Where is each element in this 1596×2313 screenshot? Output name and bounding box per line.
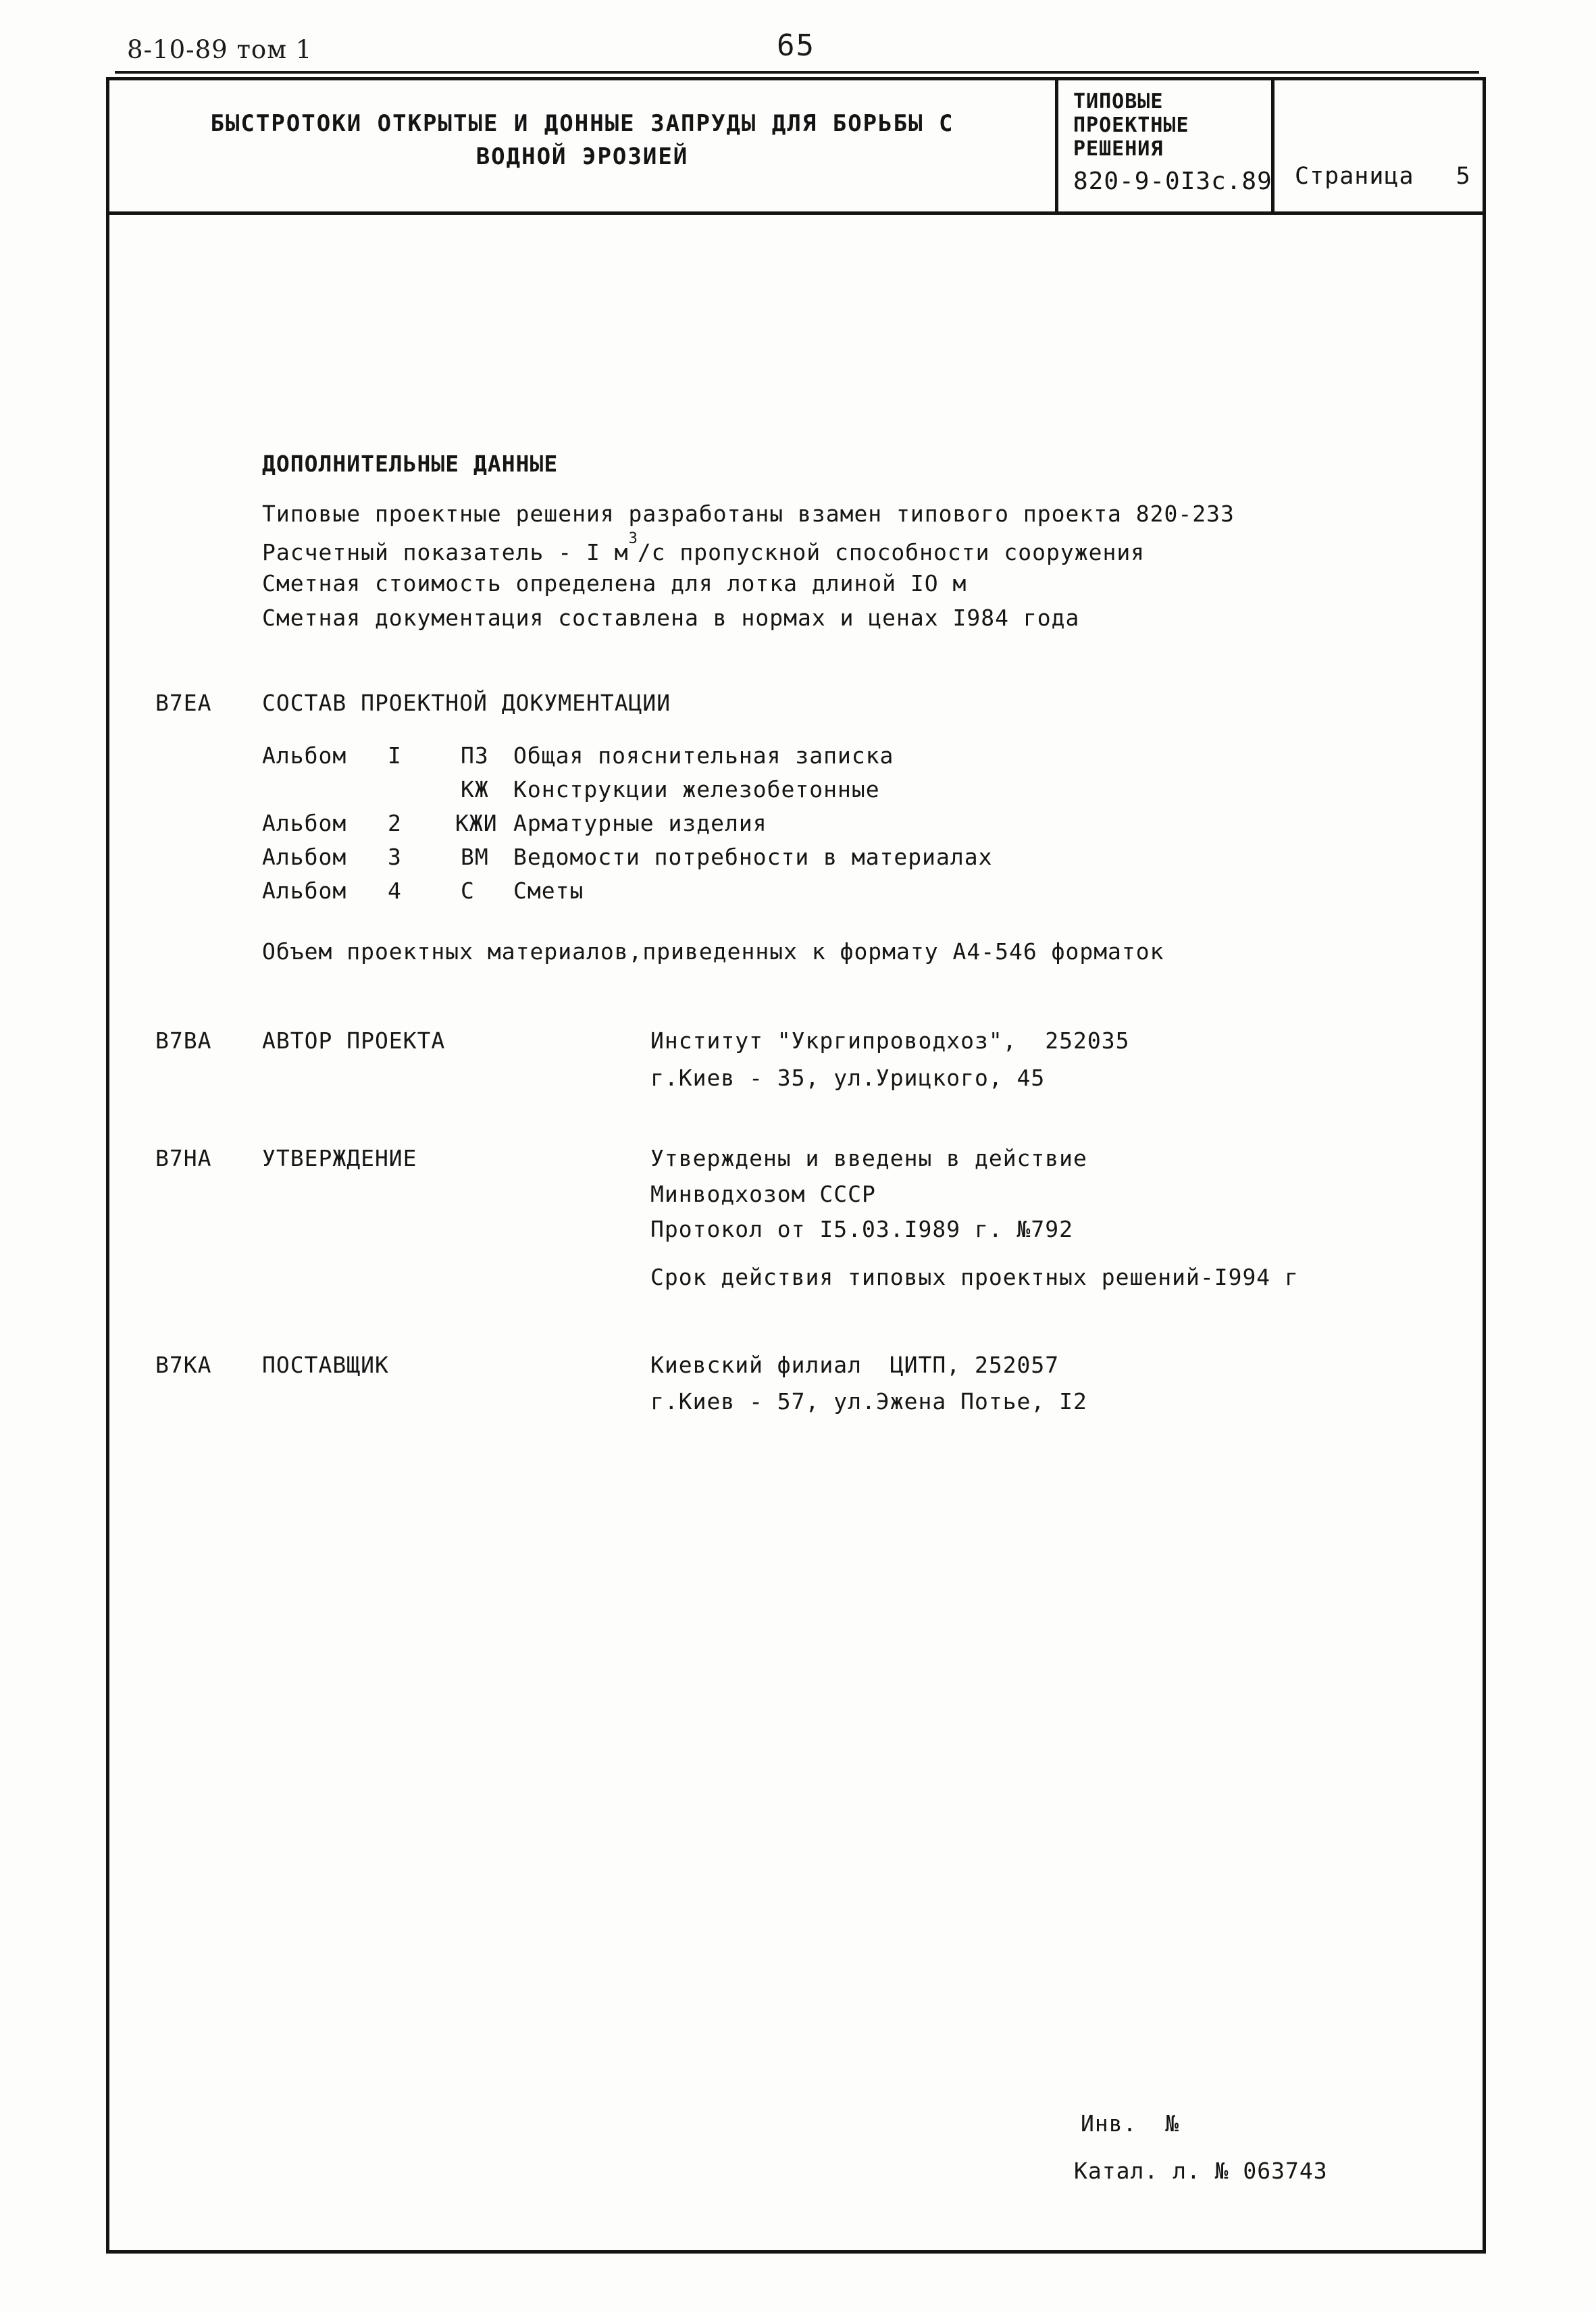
album-row-mark: КЖ: [461, 776, 489, 803]
album-row-mark: С: [461, 878, 475, 904]
sheet-number: 65: [777, 28, 815, 63]
supplier-line-2: г.Киев - 57, ул.Эжена Потье, I2: [650, 1388, 1087, 1415]
doc-type-word-3: РЕШЕНИЯ: [1073, 137, 1164, 161]
additional-line-2: [262, 530, 1145, 566]
album-row-mark: ПЗ: [461, 742, 489, 769]
author-heading: АВТОР ПРОЕКТА: [262, 1027, 446, 1054]
doc-series-number: 820-9-0I3с.89: [1073, 168, 1272, 195]
composition-heading: СОСТАВ ПРОЕКТНОЙ ДОКУМЕНТАЦИИ: [262, 690, 671, 716]
additional-line-2-pre: Расчетный показатель - I м: [262, 539, 629, 565]
album-row-desc: Арматурные изделия: [513, 810, 767, 836]
composition-code: В7ЕА: [155, 690, 212, 716]
doc-type-word-2: ПРОЕКТНЫЕ: [1073, 113, 1189, 137]
document-title-line1: БЫСТРОТОКИ ОТКРЫТЫЕ И ДОННЫЕ ЗАПРУДЫ ДЛЯ БОРЬБЫ С: [210, 110, 954, 137]
supplier-line-1: Киевский филиал ЦИТП, 252057: [650, 1352, 1060, 1378]
header-row: [109, 80, 1483, 215]
album-row-word: Альбом: [262, 810, 347, 836]
additional-data-heading: ДОПОЛНИТЕЛЬНЫЕ ДАННЫЕ: [262, 451, 559, 477]
approval-line-2: Минводхозом СССР: [650, 1181, 876, 1207]
album-row-desc: Общая пояснительная записка: [513, 742, 894, 769]
approval-heading: УТВЕРЖДЕНИЕ: [262, 1145, 417, 1171]
album-row-word: Альбом: [262, 742, 347, 769]
catalog-sheet-number: Катал. л. № 063743: [1074, 2158, 1328, 2184]
album-row-desc: Сметы: [513, 878, 584, 904]
author-line-2: г.Киев - 35, ул.Урицкого, 45: [650, 1065, 1046, 1091]
album-row-word: Альбом: [262, 844, 347, 870]
album-row-word: Альбом: [262, 878, 347, 904]
header-page-cell: [1271, 80, 1483, 211]
author-line-1: Институт "Укргипроводхоз", 252035: [650, 1027, 1130, 1054]
volume-note: Объем проектных материалов,приведенных к формату А4-546 форматок: [262, 938, 1164, 965]
approval-line-3: Протокол от I5.03.I989 г. №792: [650, 1216, 1074, 1242]
approval-code: В7НА: [155, 1145, 212, 1171]
album-row-desc: Ведомости потребности в материалах: [513, 844, 993, 870]
document-title-line2: ВОДНОЙ ЭРОЗИЕЙ: [475, 143, 689, 170]
document-frame: [106, 77, 1486, 2254]
supplier-code: В7КА: [155, 1352, 212, 1378]
author-code: В7ВА: [155, 1027, 212, 1054]
album-row-number: 3: [388, 844, 402, 870]
page-value: 5: [1456, 163, 1471, 190]
additional-line-3: Сметная стоимость определена для лотка длиной IO м: [262, 570, 967, 596]
album-row-number: 2: [388, 810, 402, 836]
album-row-number: I: [388, 742, 402, 769]
header-series-cell: [1055, 80, 1271, 211]
cubic-superscript: 3: [628, 530, 638, 547]
edition-volume-label: 8-10-89 том 1: [127, 35, 313, 64]
approval-validity: Срок действия типовых проектных решений-I994 г: [650, 1264, 1299, 1290]
doc-type-word-1: ТИПОВЫЕ: [1073, 90, 1164, 113]
album-row-mark: ВМ: [461, 844, 489, 870]
album-row-desc: Конструкции железобетонные: [513, 776, 880, 803]
approval-line-1: Утверждены и введены в действие: [650, 1145, 1087, 1171]
album-row-mark: КЖИ: [455, 810, 498, 836]
header-title-cell: [109, 80, 1055, 211]
album-row-number: 4: [388, 878, 402, 904]
additional-line-1: Типовые проектные решения разработаны взамен типового проекта 820-233: [262, 501, 1235, 527]
page-label: Страница: [1295, 163, 1414, 190]
additional-line-2-post: /с пропускной способности сооружения: [637, 539, 1145, 565]
top-rule-line: [115, 71, 1479, 74]
document-content: [109, 215, 1483, 2250]
additional-line-4: Сметная документация составлена в нормах и ценах I984 года: [262, 605, 1080, 631]
inventory-number-label: Инв. №: [1081, 2110, 1180, 2137]
supplier-heading: ПОСТАВЩИК: [262, 1352, 389, 1378]
